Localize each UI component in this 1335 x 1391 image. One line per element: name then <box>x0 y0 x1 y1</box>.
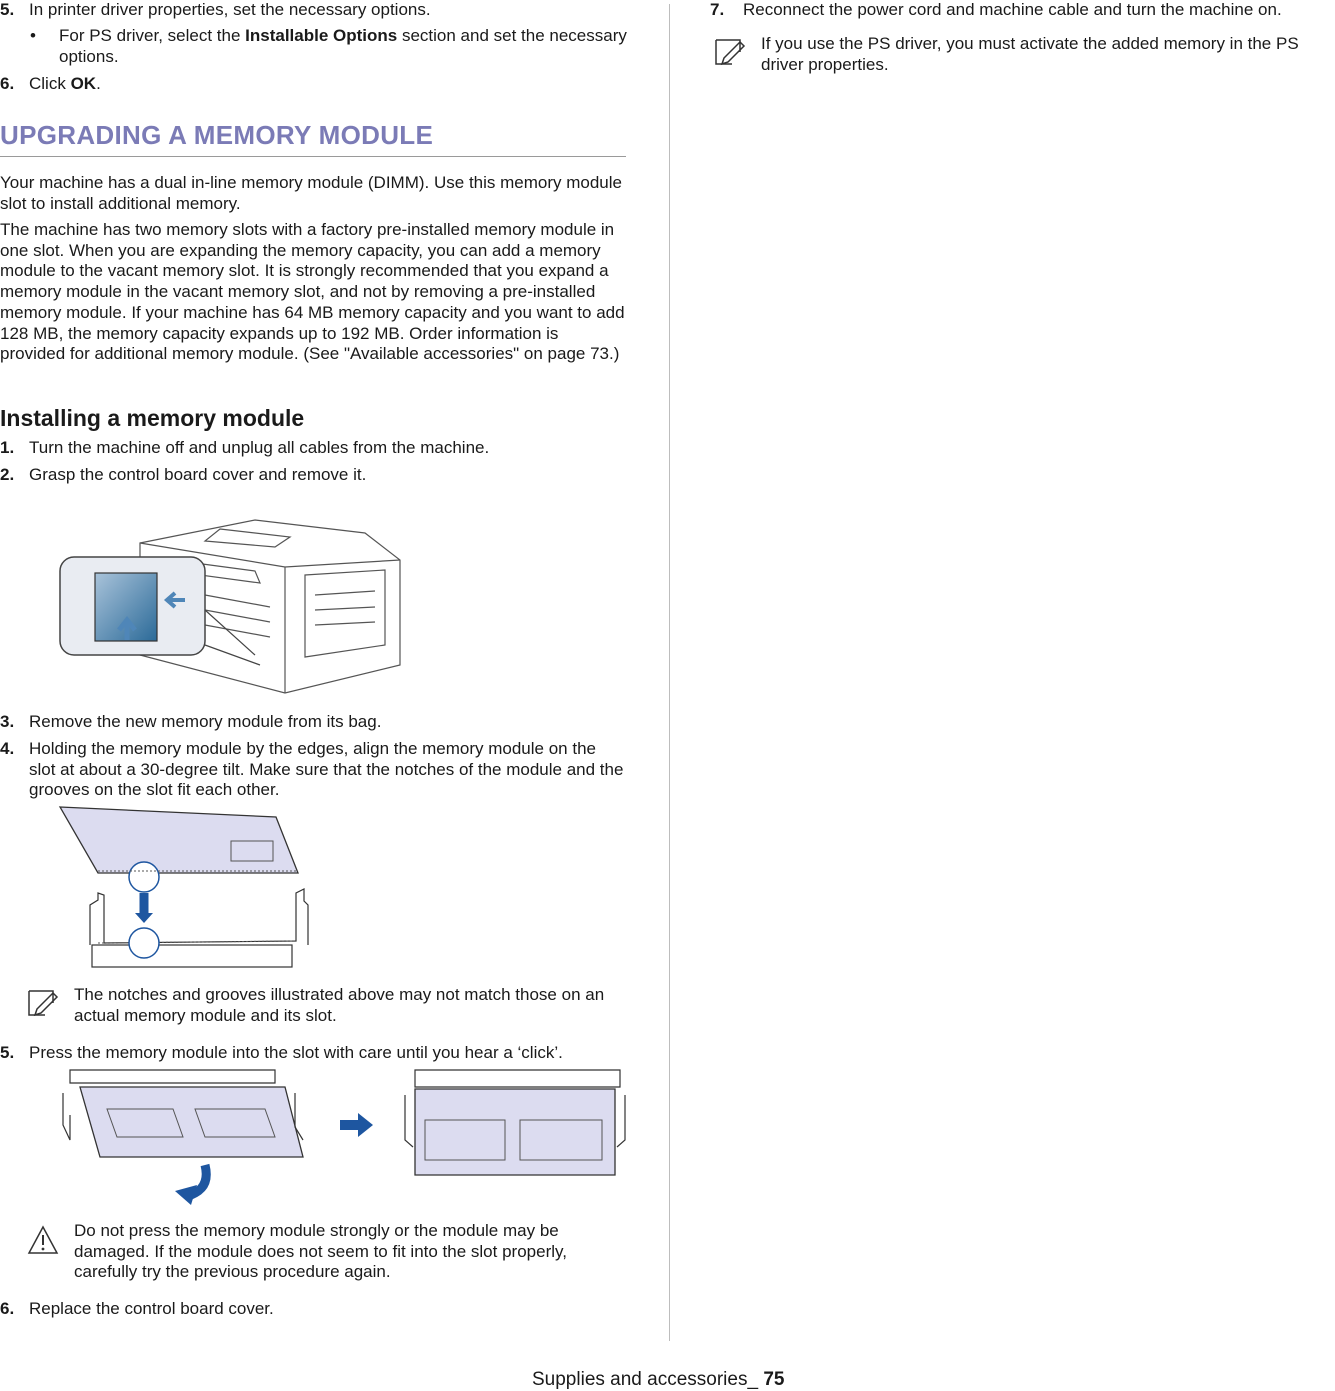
note-pencil-icon <box>27 987 59 1017</box>
step-text: Click OK. <box>29 74 101 93</box>
caution-triangle-icon <box>27 1225 59 1255</box>
step-number: 6. <box>0 1299 15 1318</box>
step-number: 3. <box>0 712 15 731</box>
step-text: In printer driver properties, set the necessary options. <box>29 0 431 19</box>
step-number: 1. <box>0 438 15 457</box>
subsection-title: Installing a memory module <box>0 405 305 431</box>
page-number: 75 <box>763 1369 785 1390</box>
step-number: 5. <box>0 0 15 19</box>
step-text: Replace the control board cover. <box>29 1299 274 1318</box>
step-number: 5. <box>0 1043 15 1062</box>
memory-module-press-illustration <box>55 1065 625 1205</box>
step-text: Reconnect the power cord and machine cable and turn the machine on. <box>743 0 1282 19</box>
step-text: Grasp the control board cover and remove it. <box>29 465 367 484</box>
installable-options-label: Installable Options <box>245 26 398 45</box>
intro-paragraph-1: Your machine has a dual in-line memory module (DIMM). Use this memory module slot to install additional memory. <box>0 173 622 213</box>
step-number: 2. <box>0 465 15 484</box>
bullet-symbol: • <box>30 26 36 45</box>
printer-control-board-illustration <box>55 515 415 695</box>
step-number: 4. <box>0 739 15 758</box>
section-title: UPGRADING A MEMORY MODULE <box>0 120 626 157</box>
step-text: Holding the memory module by the edges, align the memory module on the slot at about a 30-degree tilt. Make sure that the notches of the module and the grooves on the slot fit each other. <box>29 739 624 800</box>
step-number: 6. <box>0 74 15 93</box>
note-text: If you use the PS driver, you must activate the added memory in the PS driver properties. <box>761 34 1299 74</box>
page-footer <box>532 1368 784 1391</box>
note-pencil-icon <box>714 36 746 66</box>
bullet-text: For PS driver, select the Installable Options section and set the necessary options. <box>59 26 627 66</box>
step-text: Turn the machine off and unplug all cables from the machine. <box>29 438 490 457</box>
step-number: 7. <box>710 0 725 19</box>
step-text: Press the memory module into the slot with care until you hear a ‘click’. <box>29 1043 563 1062</box>
step-text: Remove the new memory module from its bag. <box>29 712 382 731</box>
ok-label: OK <box>70 74 97 93</box>
note-text: The notches and grooves illustrated above may not match those on an actual memory module and its slot. <box>74 985 605 1025</box>
column-divider <box>669 4 670 1341</box>
memory-module-alignment-illustration <box>58 805 313 973</box>
intro-paragraph-2: The machine has two memory slots with a factory pre-installed memory module in one slot. When you are expanding the memory capacity, you can add a memory module to the vacant memory slot. It is strongly recommended that you expand a memory module in the vacant memory slot, and not by removing a pre-installed memory module. If your machine has 64 MB memory capacity and you want to add 128 MB, the memory capacity expands up to 192 MB. Order information is provided for additional memory module. (See "Available accessories" on page 73.) <box>0 220 625 364</box>
footer-section: Supplies and accessories_ <box>532 1369 764 1390</box>
caution-text: Do not press the memory module strongly or the module may be damaged. If the module does not seem to fit into the slot properly, carefully try the previous procedure again. <box>74 1221 567 1282</box>
